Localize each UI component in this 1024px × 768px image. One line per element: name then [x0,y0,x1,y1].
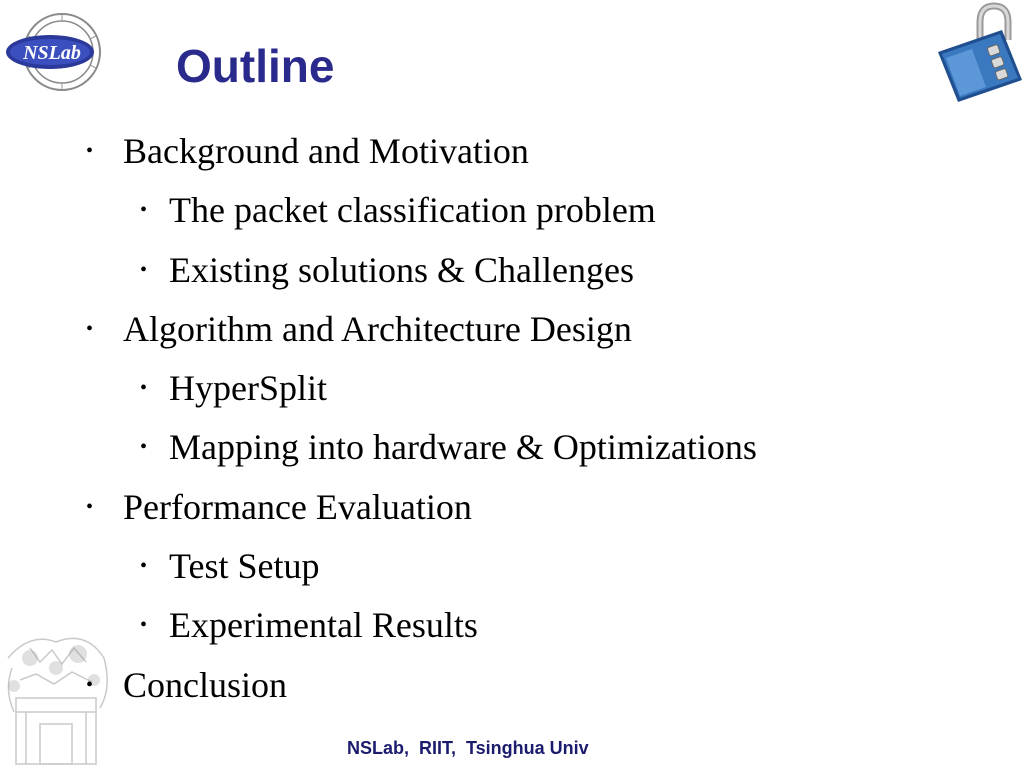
bullet-icon: • [140,436,148,459]
bullet-icon: • [140,614,148,637]
outline-item-label: Conclusion [123,664,288,705]
bullet-icon: • [140,258,148,281]
bullet-icon: • [86,495,94,518]
logo-text: NSLab [23,42,81,64]
bullet-icon: • [86,673,94,696]
outline-item-label: Performance Evaluation [123,486,472,527]
bullet-icon: • [140,377,148,400]
bullet-icon: • [86,140,94,162]
nslab-logo-icon [4,10,108,94]
bullet-icon: • [140,555,148,578]
outline-item-label: Test Setup [169,546,320,587]
outline-item-label: Existing solutions & Challenges [169,249,634,290]
outline-item-label: Algorithm and Architecture Design [123,308,632,349]
bullet-icon: • [140,199,148,222]
outline-item-label: The packet classification problem [169,190,656,231]
slide-footer [0,738,990,768]
outline-item-label: Mapping into hardware & Optimizations [169,427,757,468]
bullet-icon: • [86,317,94,340]
outline-item-label: Experimental Results [169,605,478,646]
padlock-icon [932,0,1024,104]
outline-item-label: Background and Motivation [123,131,529,171]
outline-item-label: HyperSplit [169,368,327,409]
slide-title: Outline [176,40,335,92]
footer-text: NSLab, RIIT, Tsinghua Univ [347,738,589,758]
